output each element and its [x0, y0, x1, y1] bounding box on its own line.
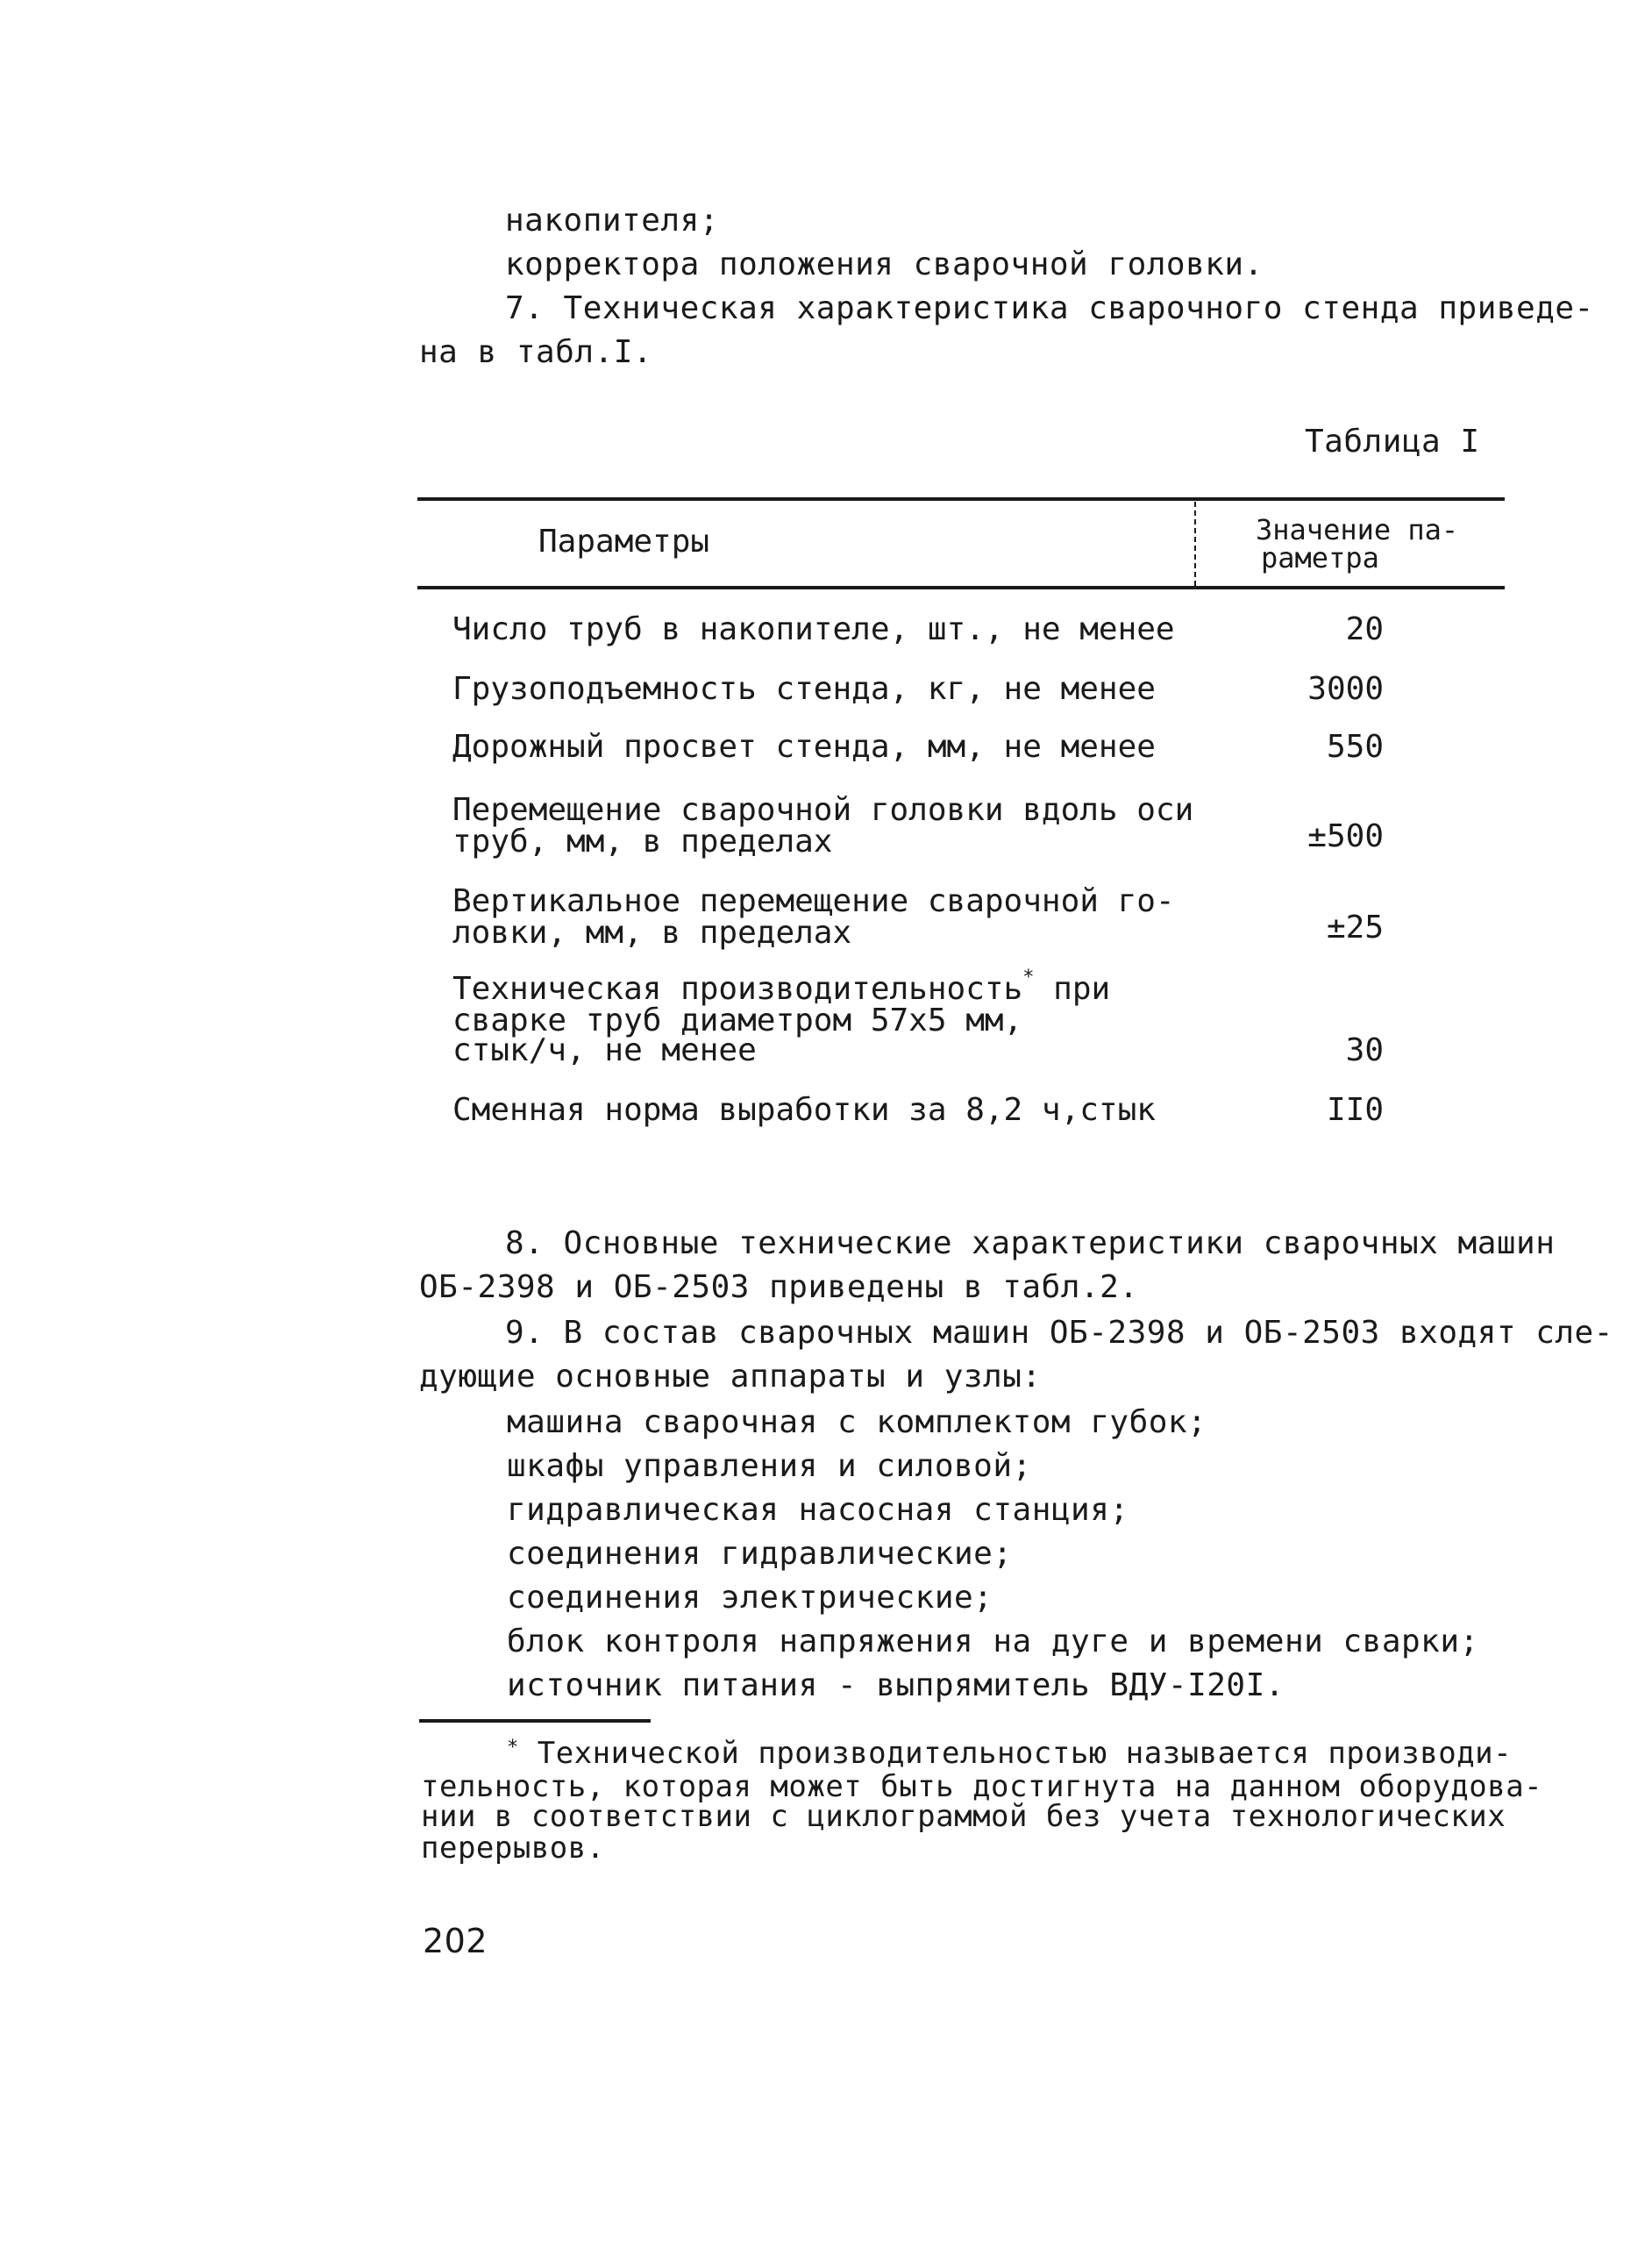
- footnote-line-1-text: Технической производительностью называется производи-: [518, 1736, 1513, 1771]
- list-item: машина сварочная с комплектом губок;: [507, 1404, 1207, 1440]
- table-caption: Таблица I: [1305, 424, 1480, 460]
- table-row-2-param: Грузоподъемность стенда, кг, не менее: [452, 671, 1156, 707]
- table-row-1-param: Число труб в накопителе, шт., не менее: [452, 611, 1175, 647]
- footnote-line-4: перерывов.: [421, 1831, 605, 1866]
- intro-line-4: на в табл.I.: [419, 334, 653, 370]
- intro-line-3: 7. Техническая характеристика сварочного стенда приведе-: [505, 290, 1594, 326]
- table-top-rule: [417, 497, 1505, 501]
- intro-line-2: корректора положения сварочной головки.: [505, 246, 1264, 282]
- table-row-6-value: 30: [1345, 1032, 1384, 1068]
- table-row-4-value: ±500: [1307, 818, 1384, 854]
- list-item: блок контроля напряжения на дуге и времени сварки;: [507, 1624, 1479, 1659]
- paragraph-9-line-1: 9. В состав сварочных машин ОБ-2398 и ОБ-2503 входят сле-: [505, 1315, 1613, 1351]
- footnote-separator: [419, 1719, 651, 1723]
- table-row-6-param-line-3: стык/ч, не менее: [452, 1032, 757, 1068]
- page-number: 202: [423, 1922, 488, 1960]
- table-column-divider: [1194, 502, 1196, 586]
- table-row-6-param-suffix: при: [1034, 971, 1111, 1007]
- footnote-reference-mark: *: [1022, 967, 1035, 988]
- list-item: соединения электрические;: [507, 1580, 993, 1616]
- table-row-5-value: ±25: [1326, 910, 1384, 946]
- list-item: соединения гидравлические;: [507, 1536, 1013, 1572]
- table-row-3-param: Дорожный просвет стенда, мм, не менее: [452, 729, 1156, 765]
- table-header-parameters: Параметры: [538, 524, 710, 560]
- list-item: источник питания - выпрямитель ВДУ-I20I.: [507, 1667, 1285, 1703]
- footnote-mark: *: [507, 1737, 519, 1759]
- footnote-line-1: [507, 1737, 1512, 1770]
- paragraph-8-line-1: 8. Основные технические характеристики сварочных машин: [505, 1225, 1556, 1261]
- table-row-7-param: Сменная норма выработки за 8,2 ч,стык: [452, 1092, 1156, 1128]
- table-row-5-param-line-1: Вертикальное перемещение сварочной го-: [452, 883, 1175, 919]
- list-item: шкафы управления и силовой;: [507, 1448, 1032, 1484]
- paragraph-9-line-2: дующие основные аппараты и узлы:: [419, 1359, 1042, 1395]
- footnote-line-3: нии в соответствии с циклограммой без учета технологических: [421, 1799, 1506, 1834]
- paragraph-8-line-2: ОБ-2398 и ОБ-2503 приведены в табл.2.: [419, 1269, 1139, 1305]
- table-row-2-value: 3000: [1307, 671, 1384, 707]
- table-header-value-line-2: раметра: [1261, 541, 1379, 574]
- table-row-6-param-text: Техническая производительность: [452, 971, 1023, 1007]
- table-row-7-value: II0: [1326, 1092, 1384, 1128]
- list-item: гидравлическая насосная станция;: [507, 1492, 1129, 1528]
- table-row-6-param-line-1: [452, 967, 1111, 1007]
- table-row-4-param-line-2: труб, мм, в пределах: [452, 824, 833, 860]
- intro-line-1: накопителя;: [505, 203, 719, 239]
- table-row-5-param-line-2: ловки, мм, в пределах: [452, 915, 852, 951]
- table-header-rule: [417, 586, 1505, 589]
- footnote-line-2: тельность, которая может быть достигнута на данном оборудова-: [421, 1769, 1543, 1804]
- table-header-value-line-1: Значение па-: [1256, 513, 1459, 546]
- table-row-1-value: 20: [1345, 611, 1384, 647]
- table-row-4-param-line-1: Перемещение сварочной головки вдоль оси: [452, 792, 1194, 828]
- table-row-3-value: 550: [1326, 729, 1384, 765]
- table-row-6-param-line-2: сварке труб диаметром 57х5 мм,: [452, 1003, 1023, 1038]
